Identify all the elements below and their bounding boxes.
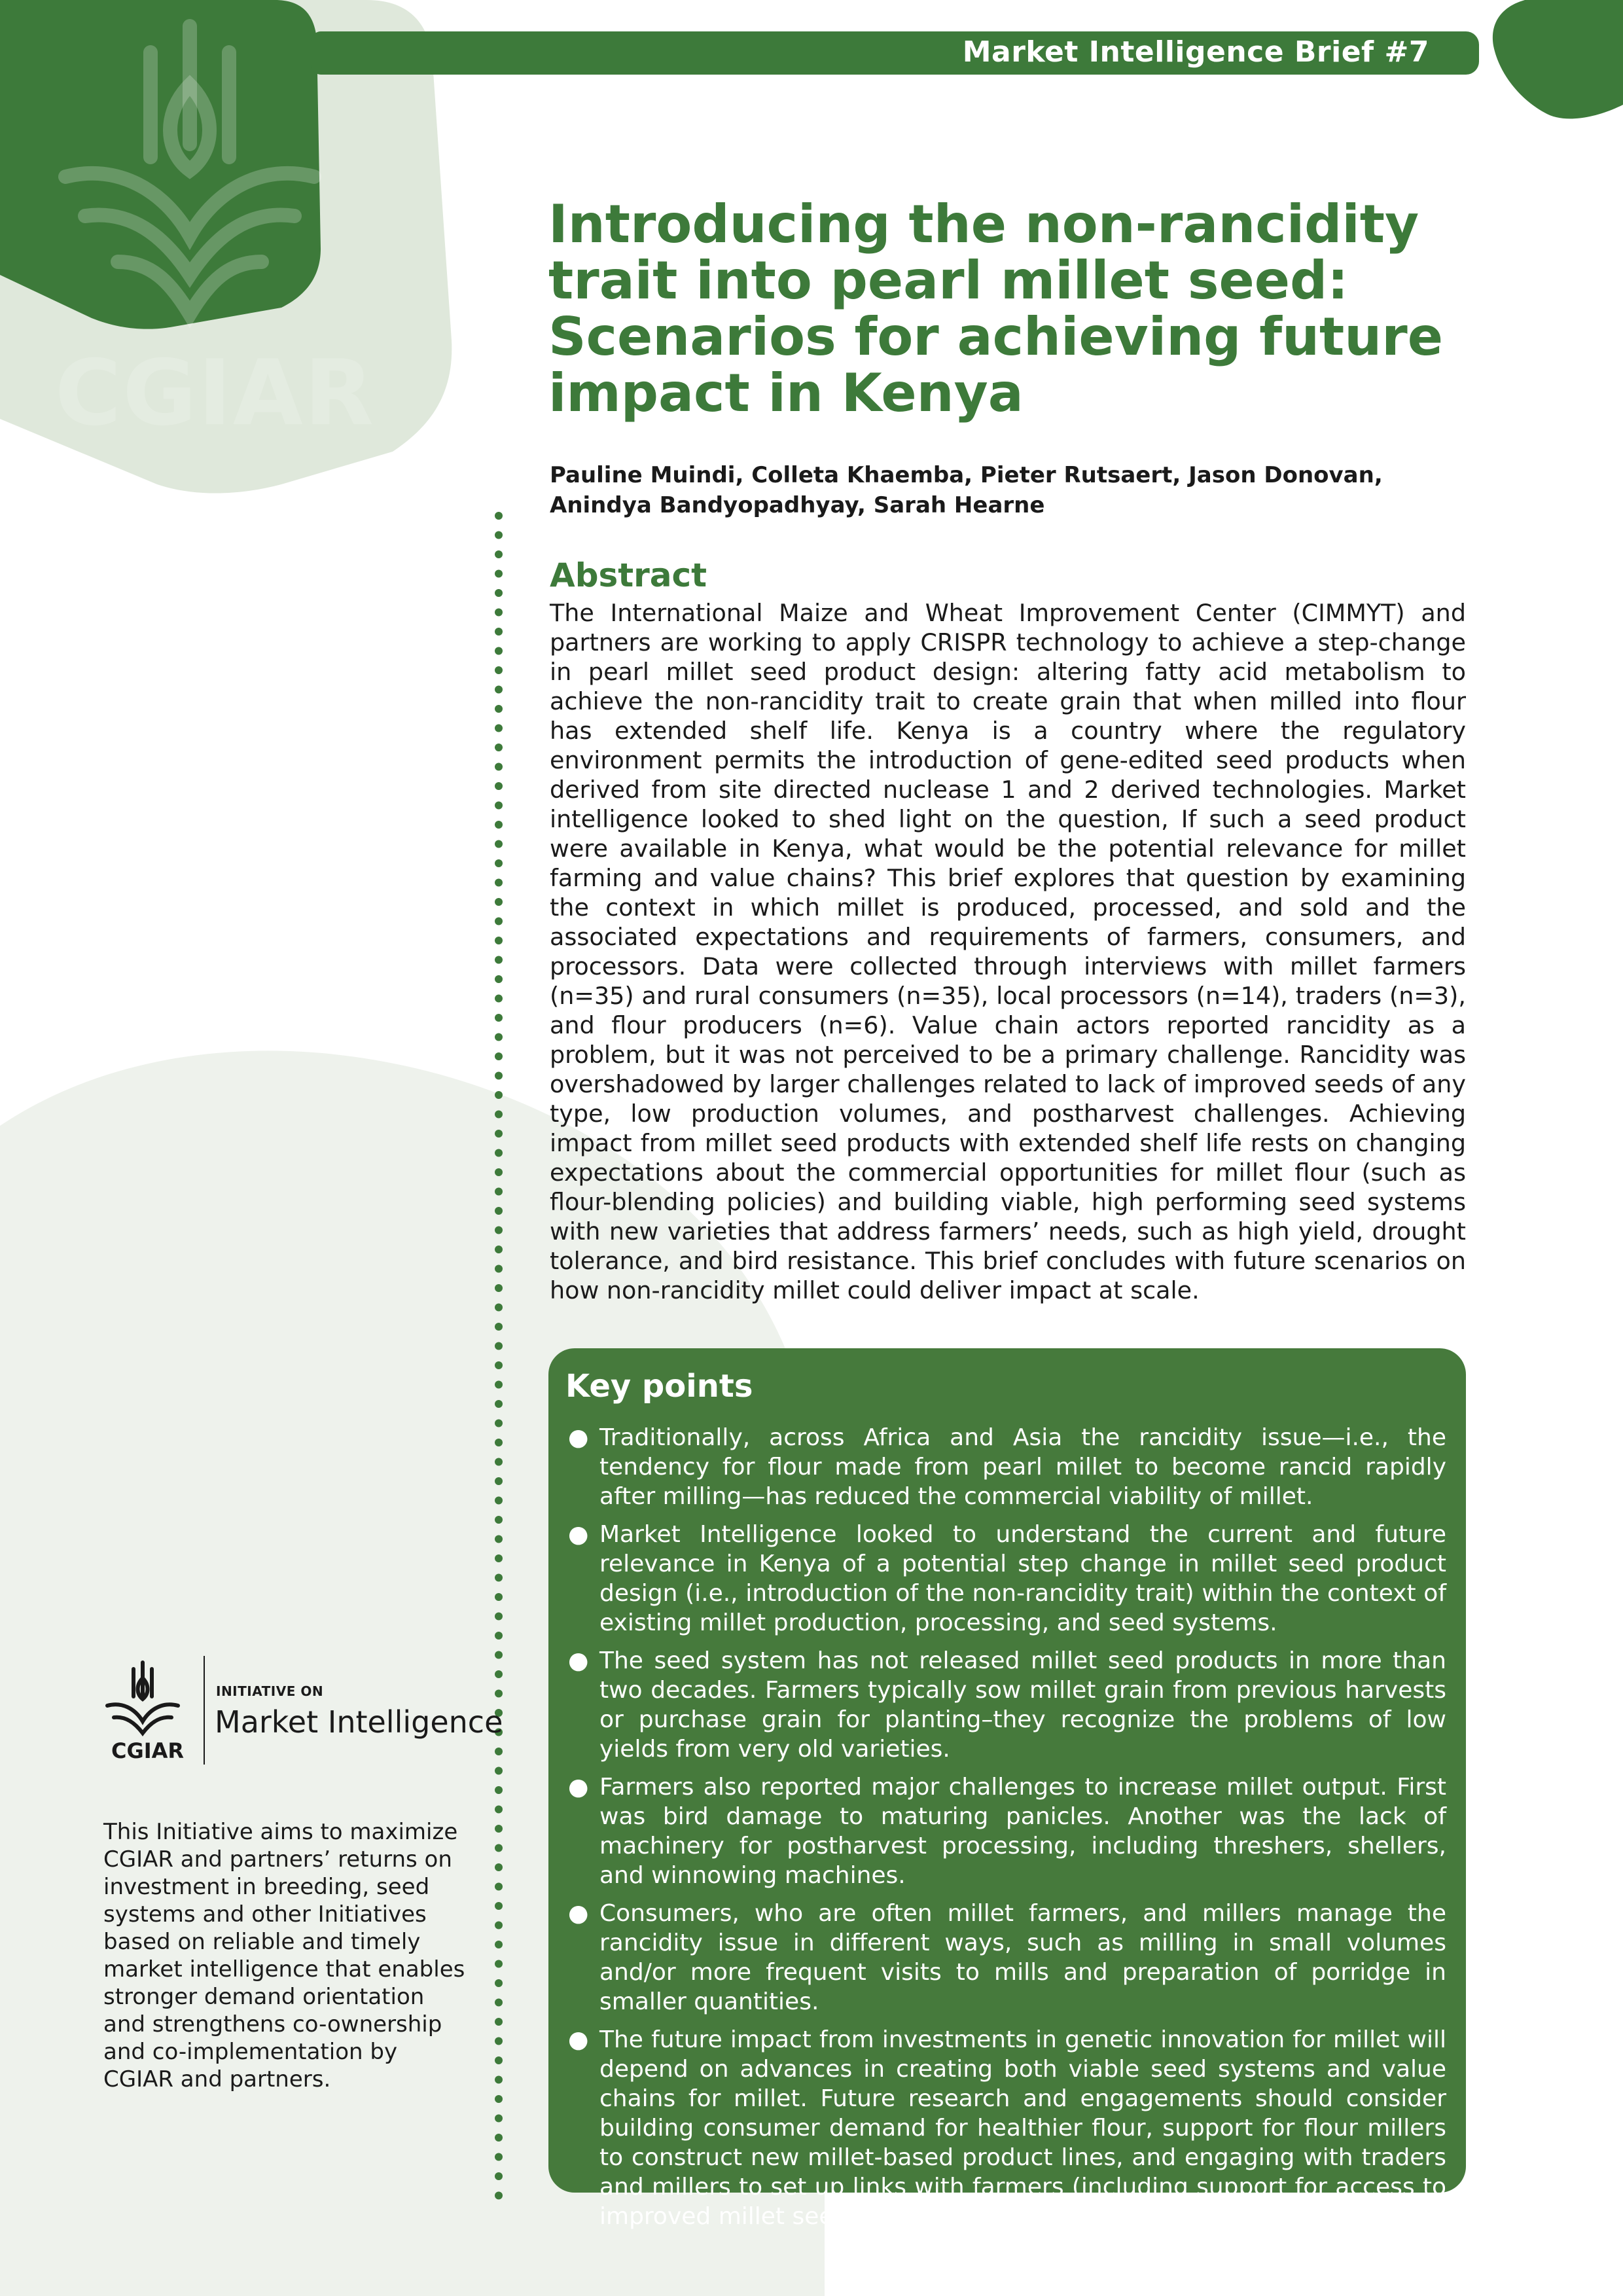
divider-dot (495, 1535, 503, 1543)
divider-dot (495, 1516, 503, 1524)
divider-dot (495, 1806, 503, 1814)
bullet-icon: ● (568, 1521, 589, 1548)
divider-dot (495, 782, 503, 790)
divider-dot (495, 2192, 503, 2200)
divider-dot (495, 1323, 503, 1331)
divider-dot (495, 1863, 503, 1871)
key-point-text: Farmers also reported major challenges to increase millet output. First was bird damage to maturing panicles. Another was the lack of machinery for postharvest processing, including threshers, shellers, and winnowing machines. (599, 1774, 1446, 1889)
divider-dot (495, 2153, 503, 2161)
divider-dot (495, 1284, 503, 1292)
divider-dot (495, 937, 503, 944)
divider-dot (495, 609, 503, 617)
divider-dot (495, 802, 503, 810)
divider-dot (495, 879, 503, 887)
green-badge-top-right (1493, 0, 1623, 118)
key-point-item (567, 1646, 1446, 1764)
divider-dot (495, 1593, 503, 1601)
divider-dot (495, 2018, 503, 2026)
divider-dot (495, 975, 503, 983)
cgiar-watermark-text: CGIAR (55, 340, 375, 446)
divider-dot (495, 1767, 503, 1775)
key-point-item (567, 1423, 1446, 1511)
cgiar-wheat-icon (107, 1662, 178, 1733)
divider-dot (495, 1941, 503, 1948)
divider-dot (495, 1844, 503, 1852)
divider-dot (495, 840, 503, 848)
key-point-item (567, 1899, 1446, 2017)
divider-dot (495, 2037, 503, 2045)
divider-dot (495, 2056, 503, 2064)
key-points-panel (548, 1348, 1466, 2230)
divider-dot (495, 1188, 503, 1196)
divider-dot (495, 725, 503, 732)
divider-dot (495, 1497, 503, 1505)
divider-dot (495, 1246, 503, 1253)
divider-dot (495, 1786, 503, 1794)
divider-dot (495, 995, 503, 1003)
divider-dot (495, 1632, 503, 1640)
divider-dot (495, 705, 503, 713)
divider-dot (495, 859, 503, 867)
divider-dot (495, 918, 503, 925)
divider-dot (495, 1902, 503, 1910)
divider-dot (495, 550, 503, 558)
divider-dot (495, 1613, 503, 1621)
divider-dot (495, 570, 503, 578)
header-bar (312, 31, 1479, 75)
divider-dot (495, 1072, 503, 1080)
key-point-text: The seed system has not released millet seed products in more than two decades. Farmers typically sow millet grain from previous harvests or purchase grain for planting–they recognize the problems of low yields from very old varieties. (599, 1647, 1446, 1763)
key-point-text: Market Intelligence looked to understand the current and future relevance in Kenya of a potential step change in millet seed product design (i.e., introduction of the non-rancidity trait) within the context of existing millet production, processing, and seed systems. (599, 1521, 1446, 1636)
divider-dot (495, 1052, 503, 1060)
divider-dot (495, 1207, 503, 1215)
divider-dot (495, 821, 503, 829)
divider-dot (495, 647, 503, 655)
initiative-description: This Initiative aims to maximize CGIAR and partners’ returns on investment in breeding, seed systems and other Initiatives based on reliable and timely market intelligence that enables stronger demand orientation and strengthens co-ownership and co-implementation by CGIAR and partners. (103, 1819, 465, 2092)
divider-dot (495, 686, 503, 694)
key-points-heading: Key points (565, 1368, 753, 1405)
divider-dot (495, 1554, 503, 1562)
divider-dot (495, 1361, 503, 1369)
key-point-item (567, 1520, 1446, 1638)
page-title: Introducing the non-rancidity trait into pearl millet seed: Scenarios for achieving future impact in Kenya (548, 194, 1443, 423)
bullet-icon: ● (568, 1900, 589, 1927)
key-point-text: Consumers, who are often millet farmers, and millers manage the rancidity issue in different ways, such as milling in small volumes and/or more frequent visits to mills and preparation of porridge in smaller quantities. (599, 1900, 1446, 2015)
divider-dot (495, 1458, 503, 1466)
divider-dot (495, 1690, 503, 1698)
divider-dot (495, 1748, 503, 1755)
divider-dot (495, 2095, 503, 2103)
abstract-body: The International Maize and Wheat Improvement Center (CIMMYT) and partners are working to apply CRISPR technology to achieve a step-change in pearl millet seed product design: altering fatty acid metabolism to achieve the non-rancidity trait to create grain that when milled into flour has extended shelf life. Kenya is a country where the regulatory environment permits the introduction of gene-edited seed products when derived from site directed nuclease 1 and 2 derived technologies. Market intelligence looked to shed light on the question, If such a seed product were available in Kenya, what would be the potential relevance for millet farming and value chains? This brief explores that question by examining the context in which millet is produced, processed, and sold and the associated expectations and requirements of farmers, consumers, and processors. Data were collected through interviews with millet farmers (n=35) and rural consumers (n=35), local processors (n=14), traders (n=3), and flour producers (n=6). Value chain actors reported rancidity as a problem, but it was not perceived to be a primary challenge. Rancidity was overshadowed by larger challenges related to lack of improved seeds of any type, low production volumes, and postharvest challenges. Achieving impact from millet seed products with extended shelf life rests on changing expectations about the commercial opportunities for millet flour (such as flour-blending policies) and building viable, high performing seed systems with new varieties that address farmers’ needs, such as high yield, drought tolerance, and bird resistance. This brief concludes with future scenarios on how non-rancidity millet could deliver impact at scale. (550, 599, 1466, 1304)
divider-dot (495, 1381, 503, 1389)
bullet-icon: ● (568, 1424, 589, 1451)
key-point-item (567, 1772, 1446, 1890)
divider-dot (495, 1130, 503, 1138)
initiative-label: INITIATIVE ON (216, 1683, 324, 1699)
authors-line-2: Anindya Bandyopadhyay, Sarah Hearne (550, 492, 1045, 518)
divider-dot (495, 1960, 503, 1968)
key-point-text: The future impact from investments in genetic innovation for millet will depend on advances in creating both viable seed systems and value chains for millet. Future research and engagements should consider building consumer demand for healthier flour, support for flour millers to construct new millet-based product lines, and engaging with traders and millers to set up links with farmers (including support for access to improved millet seeds). (599, 2026, 1446, 2230)
divider-dot (495, 1091, 503, 1099)
divider-dot (495, 1014, 503, 1022)
divider-dot (495, 956, 503, 964)
key-point-item (567, 2025, 1446, 2231)
authors (550, 460, 1453, 520)
divider-dot (495, 2134, 503, 2142)
divider-dot (495, 1439, 503, 1446)
divider-dot (495, 1651, 503, 1659)
divider-dot (495, 763, 503, 771)
divider-dot (495, 1304, 503, 1312)
dotted-divider (492, 511, 505, 2212)
divider-dot (495, 666, 503, 674)
divider-dot (495, 1477, 503, 1485)
divider-dot (495, 2076, 503, 2084)
divider-dot (495, 1883, 503, 1891)
divider-dot (495, 1111, 503, 1119)
divider-dot (495, 628, 503, 636)
key-points-list (567, 1423, 1446, 2240)
divider-dot (495, 1265, 503, 1273)
brief-label: Market Intelligence Brief #7 (962, 35, 1429, 69)
divider-dot (495, 531, 503, 539)
divider-dot (495, 1670, 503, 1678)
abstract-heading: Abstract (550, 556, 707, 594)
divider-dot (495, 2115, 503, 2123)
divider-dot (495, 1999, 503, 2007)
divider-dot (495, 1342, 503, 1350)
bullet-icon: ● (568, 1774, 589, 1801)
divider-dot (495, 1227, 503, 1234)
divider-dot (495, 1825, 503, 1833)
bullet-icon: ● (568, 1647, 589, 1674)
cgiar-logo-text: CGIAR (111, 1738, 185, 1763)
divider-dot (495, 1574, 503, 1582)
divider-dot (495, 2172, 503, 2180)
divider-dot (495, 1033, 503, 1041)
key-point-text: Traditionally, across Africa and Asia the rancidity issue—i.e., the tendency for flour made from pearl millet to become rancid rapidly after milling—has reduced the commercial viability of millet. (599, 1424, 1446, 1510)
bullet-icon: ● (568, 2026, 589, 2053)
divider-dot (495, 898, 503, 906)
divider-dot (495, 1168, 503, 1176)
divider-dot (495, 744, 503, 751)
divider-dot (495, 1922, 503, 1929)
authors-line-1: Pauline Muindi, Colleta Khaemba, Pieter Rutsaert, Jason Donovan, (550, 462, 1383, 488)
divider-dot (495, 1400, 503, 1408)
divider-dot (495, 1149, 503, 1157)
divider-dot (495, 512, 503, 520)
divider-dot (495, 1979, 503, 1987)
initiative-name: Market Intelligence (215, 1704, 503, 1740)
divider-dot (495, 589, 503, 597)
divider-dot (495, 1420, 503, 1427)
